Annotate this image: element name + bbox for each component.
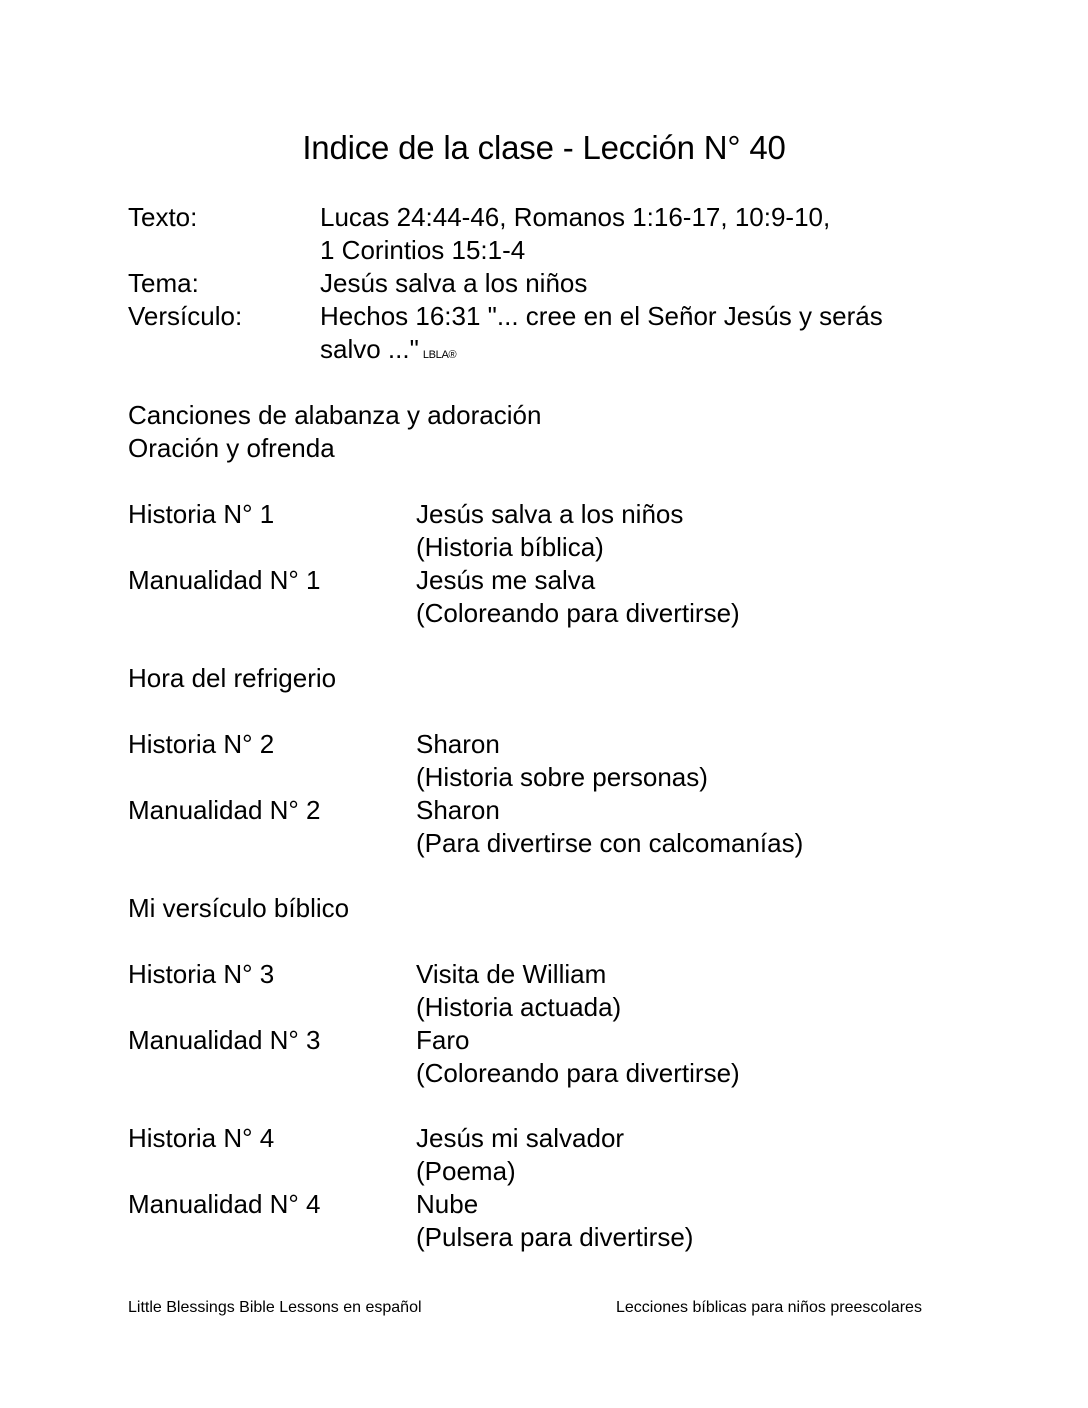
texto-value-line1: Lucas 24:44-46, Romanos 1:16-17, 10:9-10, (320, 202, 831, 232)
section-label: Historia N° 2 (128, 729, 275, 759)
texto-value-line2: 1 Corintios 15:1-4 (320, 235, 526, 265)
section-label: Manualidad N° 1 (128, 565, 321, 595)
snack-heading: Hora del refrigerio (128, 663, 337, 693)
versiculo-value-line2 (320, 333, 456, 372)
section-title: Jesús salva a los niños (416, 499, 684, 529)
section-subtitle: (Historia bíblica) (416, 532, 604, 562)
section-subtitle: (Para divertirse con calcomanías) (416, 828, 804, 858)
versiculo-value-line1: Hechos 16:31 "... cree en el Señor Jesús y serás (320, 301, 883, 331)
section-title: Faro (416, 1025, 470, 1055)
section-label: Manualidad N° 3 (128, 1025, 321, 1055)
page-title: Indice de la clase - Lección N° 40 (302, 129, 786, 166)
lbla-mark: LBLA® (422, 349, 457, 361)
texto-label: Texto: (128, 202, 198, 232)
section-title: Jesús me salva (416, 565, 596, 595)
songs-heading: Canciones de alabanza y adoración (128, 400, 542, 430)
section-subtitle: (Coloreando para divertirse) (416, 1058, 740, 1088)
section-subtitle: (Poema) (416, 1156, 516, 1186)
section-label: Historia N° 1 (128, 499, 275, 529)
versiculo-text: salvo ..." (320, 334, 419, 364)
footer-right-text: Lecciones bíblicas para niños preescolares (616, 1299, 922, 1316)
section-title: Sharon (416, 795, 500, 825)
section-subtitle: (Historia actuada) (416, 992, 622, 1022)
versiculo-label: Versículo: (128, 301, 243, 331)
section-subtitle: (Pulsera para divertirse) (416, 1222, 694, 1252)
verse-heading: Mi versículo bíblico (128, 893, 350, 923)
footer-left-text: Little Blessings Bible Lessons en español (128, 1299, 422, 1316)
section-label: Manualidad N° 4 (128, 1189, 321, 1219)
section-title: Visita de William (416, 959, 607, 989)
section-label: Historia N° 4 (128, 1123, 275, 1153)
section-subtitle: (Coloreando para divertirse) (416, 598, 740, 628)
tema-value: Jesús salva a los niños (320, 268, 588, 298)
section-label: Historia N° 3 (128, 959, 275, 989)
prayer-heading: Oración y ofrenda (128, 433, 335, 463)
section-title: Jesús mi salvador (416, 1123, 625, 1153)
section-subtitle: (Historia sobre personas) (416, 762, 708, 792)
tema-label: Tema: (128, 268, 199, 298)
section-title: Sharon (416, 729, 500, 759)
section-title: Nube (416, 1189, 479, 1219)
section-label: Manualidad N° 2 (128, 795, 321, 825)
